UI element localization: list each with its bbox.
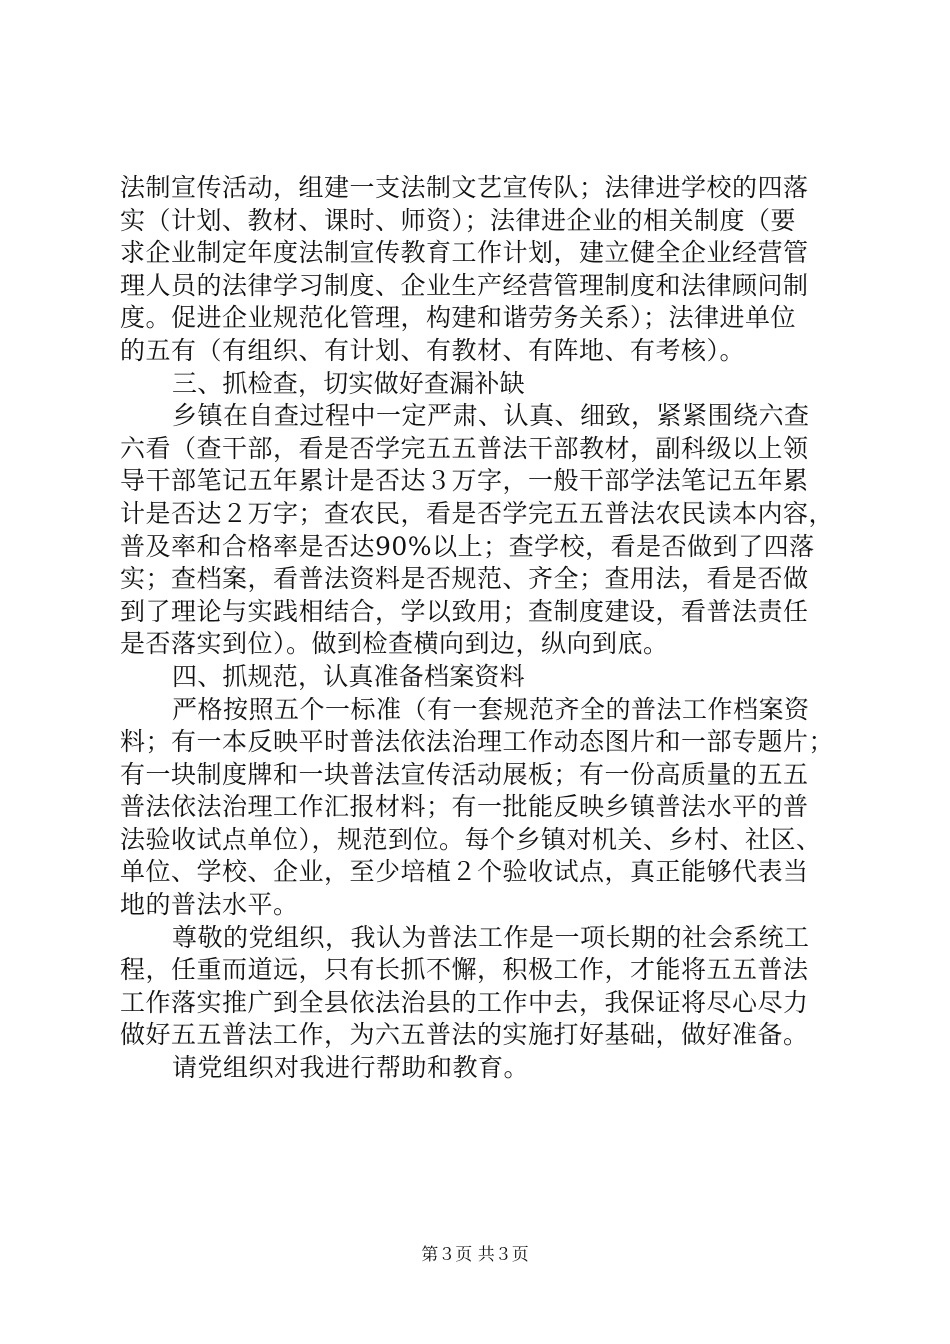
text-line: 实（计划、教材、课时、师资）；法律进企业的相关制度（要 [120, 205, 797, 235]
text-line: 乡镇在自查过程中一定严肃、认真、细致，紧紧围绕六查 [172, 401, 810, 431]
text-line: 单位、学校、企业，至少培植２个验收试点，真正能够代表当 [120, 857, 809, 887]
text-line: 度。促进企业规范化管理，构建和谐劳务关系）；法律进单位 [120, 303, 797, 333]
document-body [120, 172, 835, 1085]
text-line: 地的普法水平。 [120, 890, 299, 920]
text-line: 求企业制定年度法制宣传教育工作计划，建立健全企业经营管 [120, 238, 809, 268]
text-line: 到了理论与实践相结合，学以致用；查制度建设，看普法责任 [120, 596, 809, 626]
text-line: 实；查档案，看普法资料是否规范、齐全；查用法，看是否做 [120, 564, 809, 594]
text-line: 做好五五普法工作，为六五普法的实施打好基础，做好准备。 [120, 1020, 809, 1050]
text-line: 是否落实到位）。做到检查横向到边，纵向到底。 [120, 629, 669, 659]
section-heading: 四、抓规范，认真准备档案资料 [172, 661, 525, 691]
text-line: 六看（查干部，看是否学完五五普法干部教材，副科级以上领 [120, 433, 809, 463]
text-line: 法制宣传活动，组建一支法制文艺宣传队；法律进学校的四落 [120, 173, 809, 202]
text-line: 料；有一本反映平时普法依法治理工作动态图片和一部专题片； [120, 727, 835, 757]
text-line: 尊敬的党组织，我认为普法工作是一项长期的社会系统工 [172, 922, 810, 952]
text-line: 普及率和合格率是否达90%以上；查学校，看是否做到了四落 [120, 531, 815, 561]
text-line: 工作落实推广到全县依法治县的工作中去，我保证将尽心尽力 [120, 987, 809, 1017]
page-number: 第３页 共３页 [421, 1245, 529, 1265]
section-heading: 三、抓检查，切实做好查漏补缺 [172, 368, 525, 398]
text-line: 严格按照五个一标准（有一套规范齐全的普法工作档案资 [172, 694, 810, 724]
text-line: 导干部笔记五年累计是否达３万字，一般干部学法笔记五年累 [120, 466, 809, 496]
text-line: 计是否达２万字；查农民，看是否学完五五普法农民读本内容， [120, 498, 835, 528]
text-line: 法验收试点单位），规范到位。每个乡镇对机关、乡村、社区、 [120, 824, 822, 854]
text-line: 的五有（有组织、有计划、有教材、有阵地、有考核）。 [120, 335, 746, 365]
text-line: 有一块制度牌和一块普法宣传活动展板；有一份高质量的五五 [120, 759, 809, 789]
text-line: 请党组织对我进行帮助和教育。 [172, 1053, 530, 1083]
text-line: 理人员的法律学习制度、企业生产经营管理制度和法律顾问制 [120, 270, 809, 300]
text-line: 普法依法治理工作汇报材料；有一批能反映乡镇普法水平的普 [120, 792, 809, 822]
text-line: 程，任重而道远，只有长抓不懈，积极工作，才能将五五普法 [120, 955, 809, 985]
